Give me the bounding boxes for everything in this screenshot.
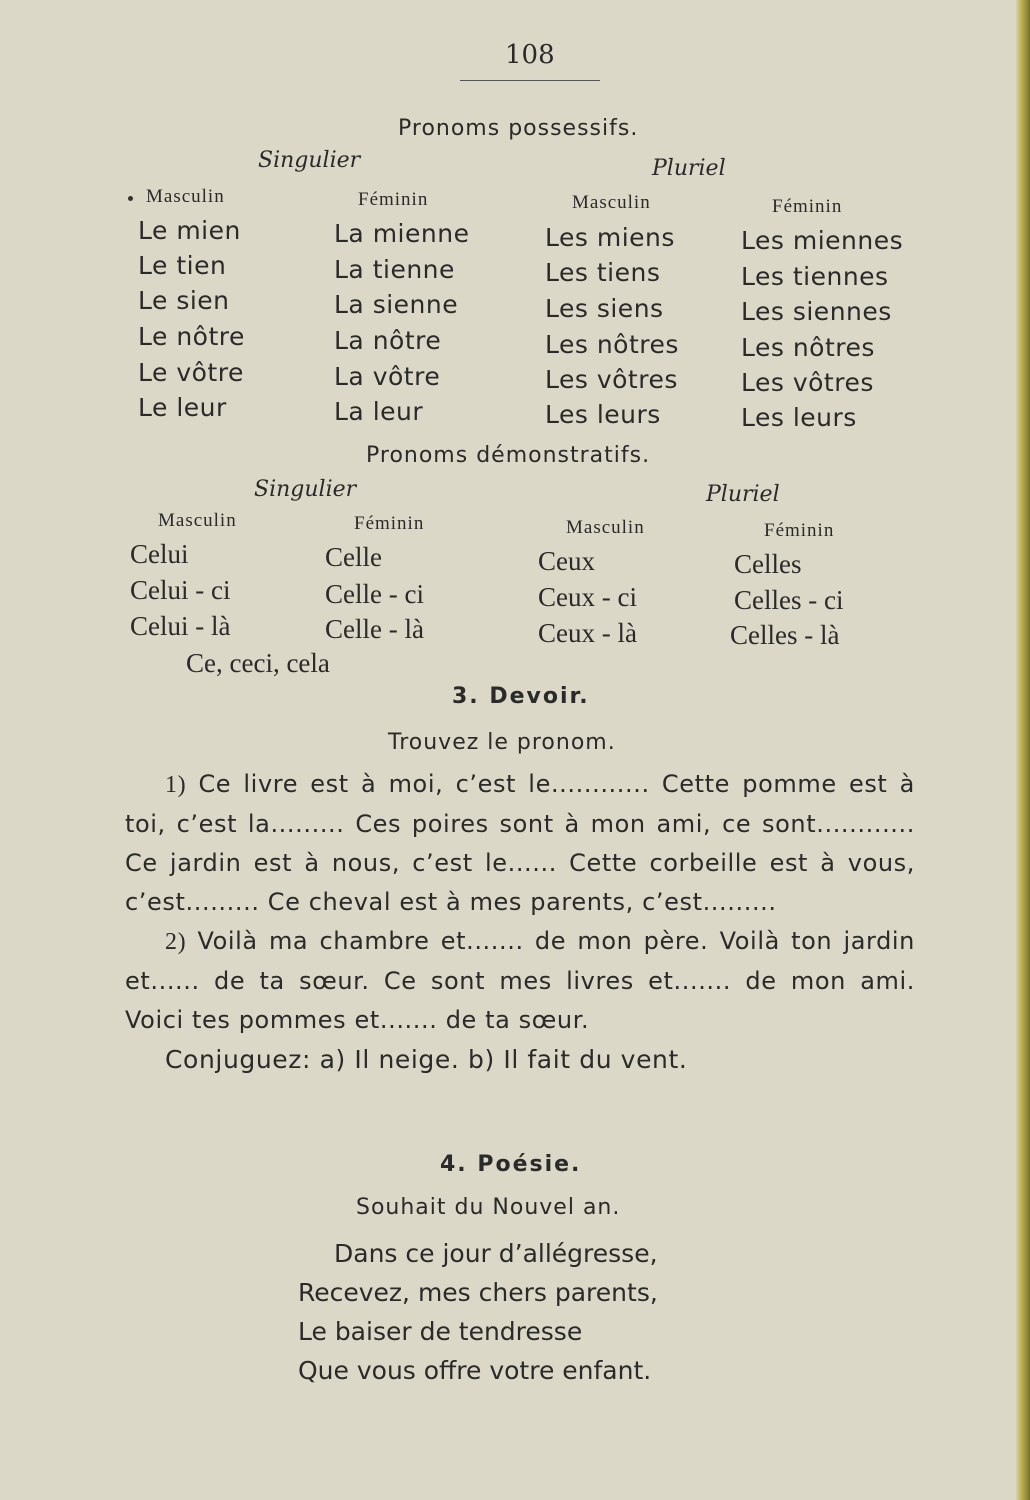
page-number: 108 bbox=[505, 40, 555, 70]
possessive-word: Les tiens bbox=[545, 258, 661, 287]
bullet-mark bbox=[128, 196, 133, 201]
poesie-title: 4. Poésie. bbox=[440, 1152, 582, 1177]
possessive-header-masc-sing: Masculin bbox=[146, 186, 225, 207]
exercise-2-text: Voilà ma chambre et....... de mon père. Voilà ton jardin et...... de ta sœur. Ce sont mes livres et....... de mon ami. Voici tes pommes et....... de ta sœur. bbox=[125, 927, 915, 1034]
demonstrative-word: Ceux bbox=[538, 546, 595, 576]
possessive-word: Les miens bbox=[545, 223, 675, 252]
possessive-word: La leur bbox=[334, 397, 424, 426]
possessive-title: Pronoms possessifs. bbox=[398, 116, 639, 141]
demonstrative-word: Celui - ci bbox=[130, 575, 231, 605]
possessive-word: Les miennes bbox=[741, 226, 904, 255]
devoir-title: 3. Devoir. bbox=[452, 684, 590, 709]
demonstrative-header-masc-plur: Masculin bbox=[566, 517, 645, 538]
poem-line: Recevez, mes chers parents, bbox=[298, 1278, 658, 1307]
conjugation-task: Conjuguez: a) Il neige. b) Il fait du vent. bbox=[165, 1045, 688, 1074]
page-number-rule bbox=[460, 80, 600, 81]
poem-line: Le baiser de tendresse bbox=[298, 1317, 583, 1346]
possessive-singulier-label: Singulier bbox=[258, 148, 361, 173]
possessive-word: Les leurs bbox=[741, 403, 857, 432]
exercise-2 bbox=[125, 922, 915, 1040]
possessive-word: Les vôtres bbox=[545, 365, 678, 394]
possessive-word: Le leur bbox=[138, 393, 227, 422]
possessive-word: Le sien bbox=[138, 286, 230, 315]
possessive-word: La vôtre bbox=[334, 362, 441, 391]
exercise-1 bbox=[125, 765, 915, 922]
possessive-word: La mienne bbox=[334, 219, 470, 248]
possessive-word: La tienne bbox=[334, 255, 455, 284]
possessive-word: Le nôtre bbox=[138, 322, 245, 351]
demonstrative-title: Pronoms démonstratifs. bbox=[366, 443, 651, 468]
poem bbox=[298, 1234, 658, 1390]
possessive-header-fem-sing: Féminin bbox=[358, 189, 429, 210]
demonstrative-header-masc-sing: Masculin bbox=[158, 510, 237, 531]
possessive-header-masc-plur: Masculin bbox=[572, 192, 651, 213]
possessive-word: Les siennes bbox=[741, 297, 892, 326]
devoir-exercises bbox=[125, 765, 915, 1079]
possessive-word: La nôtre bbox=[334, 326, 442, 355]
possessive-word: Les siens bbox=[545, 294, 664, 323]
devoir-instruction: Trouvez le pronom. bbox=[388, 730, 616, 755]
possessive-word: Les leurs bbox=[545, 400, 661, 429]
possessive-word: Le mien bbox=[138, 216, 241, 245]
possessive-word: Le tien bbox=[138, 251, 227, 280]
possessive-word: Le vôtre bbox=[138, 358, 244, 387]
demonstrative-word: Celle - là bbox=[325, 614, 424, 644]
demonstrative-word: Celles bbox=[734, 549, 802, 579]
demonstrative-word: Celui - là bbox=[130, 611, 231, 641]
poem-line: Dans ce jour d’allégresse, bbox=[334, 1239, 658, 1268]
possessive-word: Les tiennes bbox=[741, 262, 889, 291]
possessive-word: Les nôtres bbox=[741, 333, 875, 362]
exercise-2-number: 2) bbox=[165, 929, 187, 955]
demonstrative-word: Ceux - ci bbox=[538, 582, 637, 612]
demonstrative-pluriel-label: Pluriel bbox=[706, 482, 780, 507]
possessive-word: Les nôtres bbox=[545, 330, 679, 359]
possessive-pluriel-label: Pluriel bbox=[652, 156, 726, 181]
demonstrative-word: Celles - ci bbox=[734, 585, 844, 615]
demonstrative-word: Celles - là bbox=[730, 620, 840, 650]
possessive-word: Les vôtres bbox=[741, 368, 874, 397]
demonstrative-header-fem-plur: Féminin bbox=[764, 520, 835, 541]
possessive-header-fem-plur: Féminin bbox=[772, 196, 843, 217]
demonstrative-word: Ceux - là bbox=[538, 618, 637, 648]
possessive-word: La sienne bbox=[334, 290, 459, 319]
demonstrative-word: Celle bbox=[325, 542, 382, 572]
demonstrative-word: Celui bbox=[130, 539, 189, 569]
poem-title: Souhait du Nouvel an. bbox=[356, 1195, 621, 1220]
poem-line: Que vous offre votre enfant. bbox=[298, 1356, 652, 1385]
demonstrative-word: Celle - ci bbox=[325, 579, 424, 609]
demonstrative-extra: Ce, ceci, cela bbox=[186, 648, 330, 678]
exercise-1-number: 1) bbox=[165, 772, 187, 798]
demonstrative-singulier-label: Singulier bbox=[254, 477, 357, 502]
page-edge bbox=[1016, 0, 1030, 1500]
exercise-1-text: Ce livre est à moi, c’est le............ Cette pomme est à toi, c’est la......... Ces poires sont à mon ami, ce sont............ Ce jardin est à nous, c’est le...... Cette corbeille est à vous, c’est......... Ce cheval est à mes parents, c’est......... bbox=[125, 770, 915, 916]
demonstrative-header-fem-sing: Féminin bbox=[354, 513, 425, 534]
